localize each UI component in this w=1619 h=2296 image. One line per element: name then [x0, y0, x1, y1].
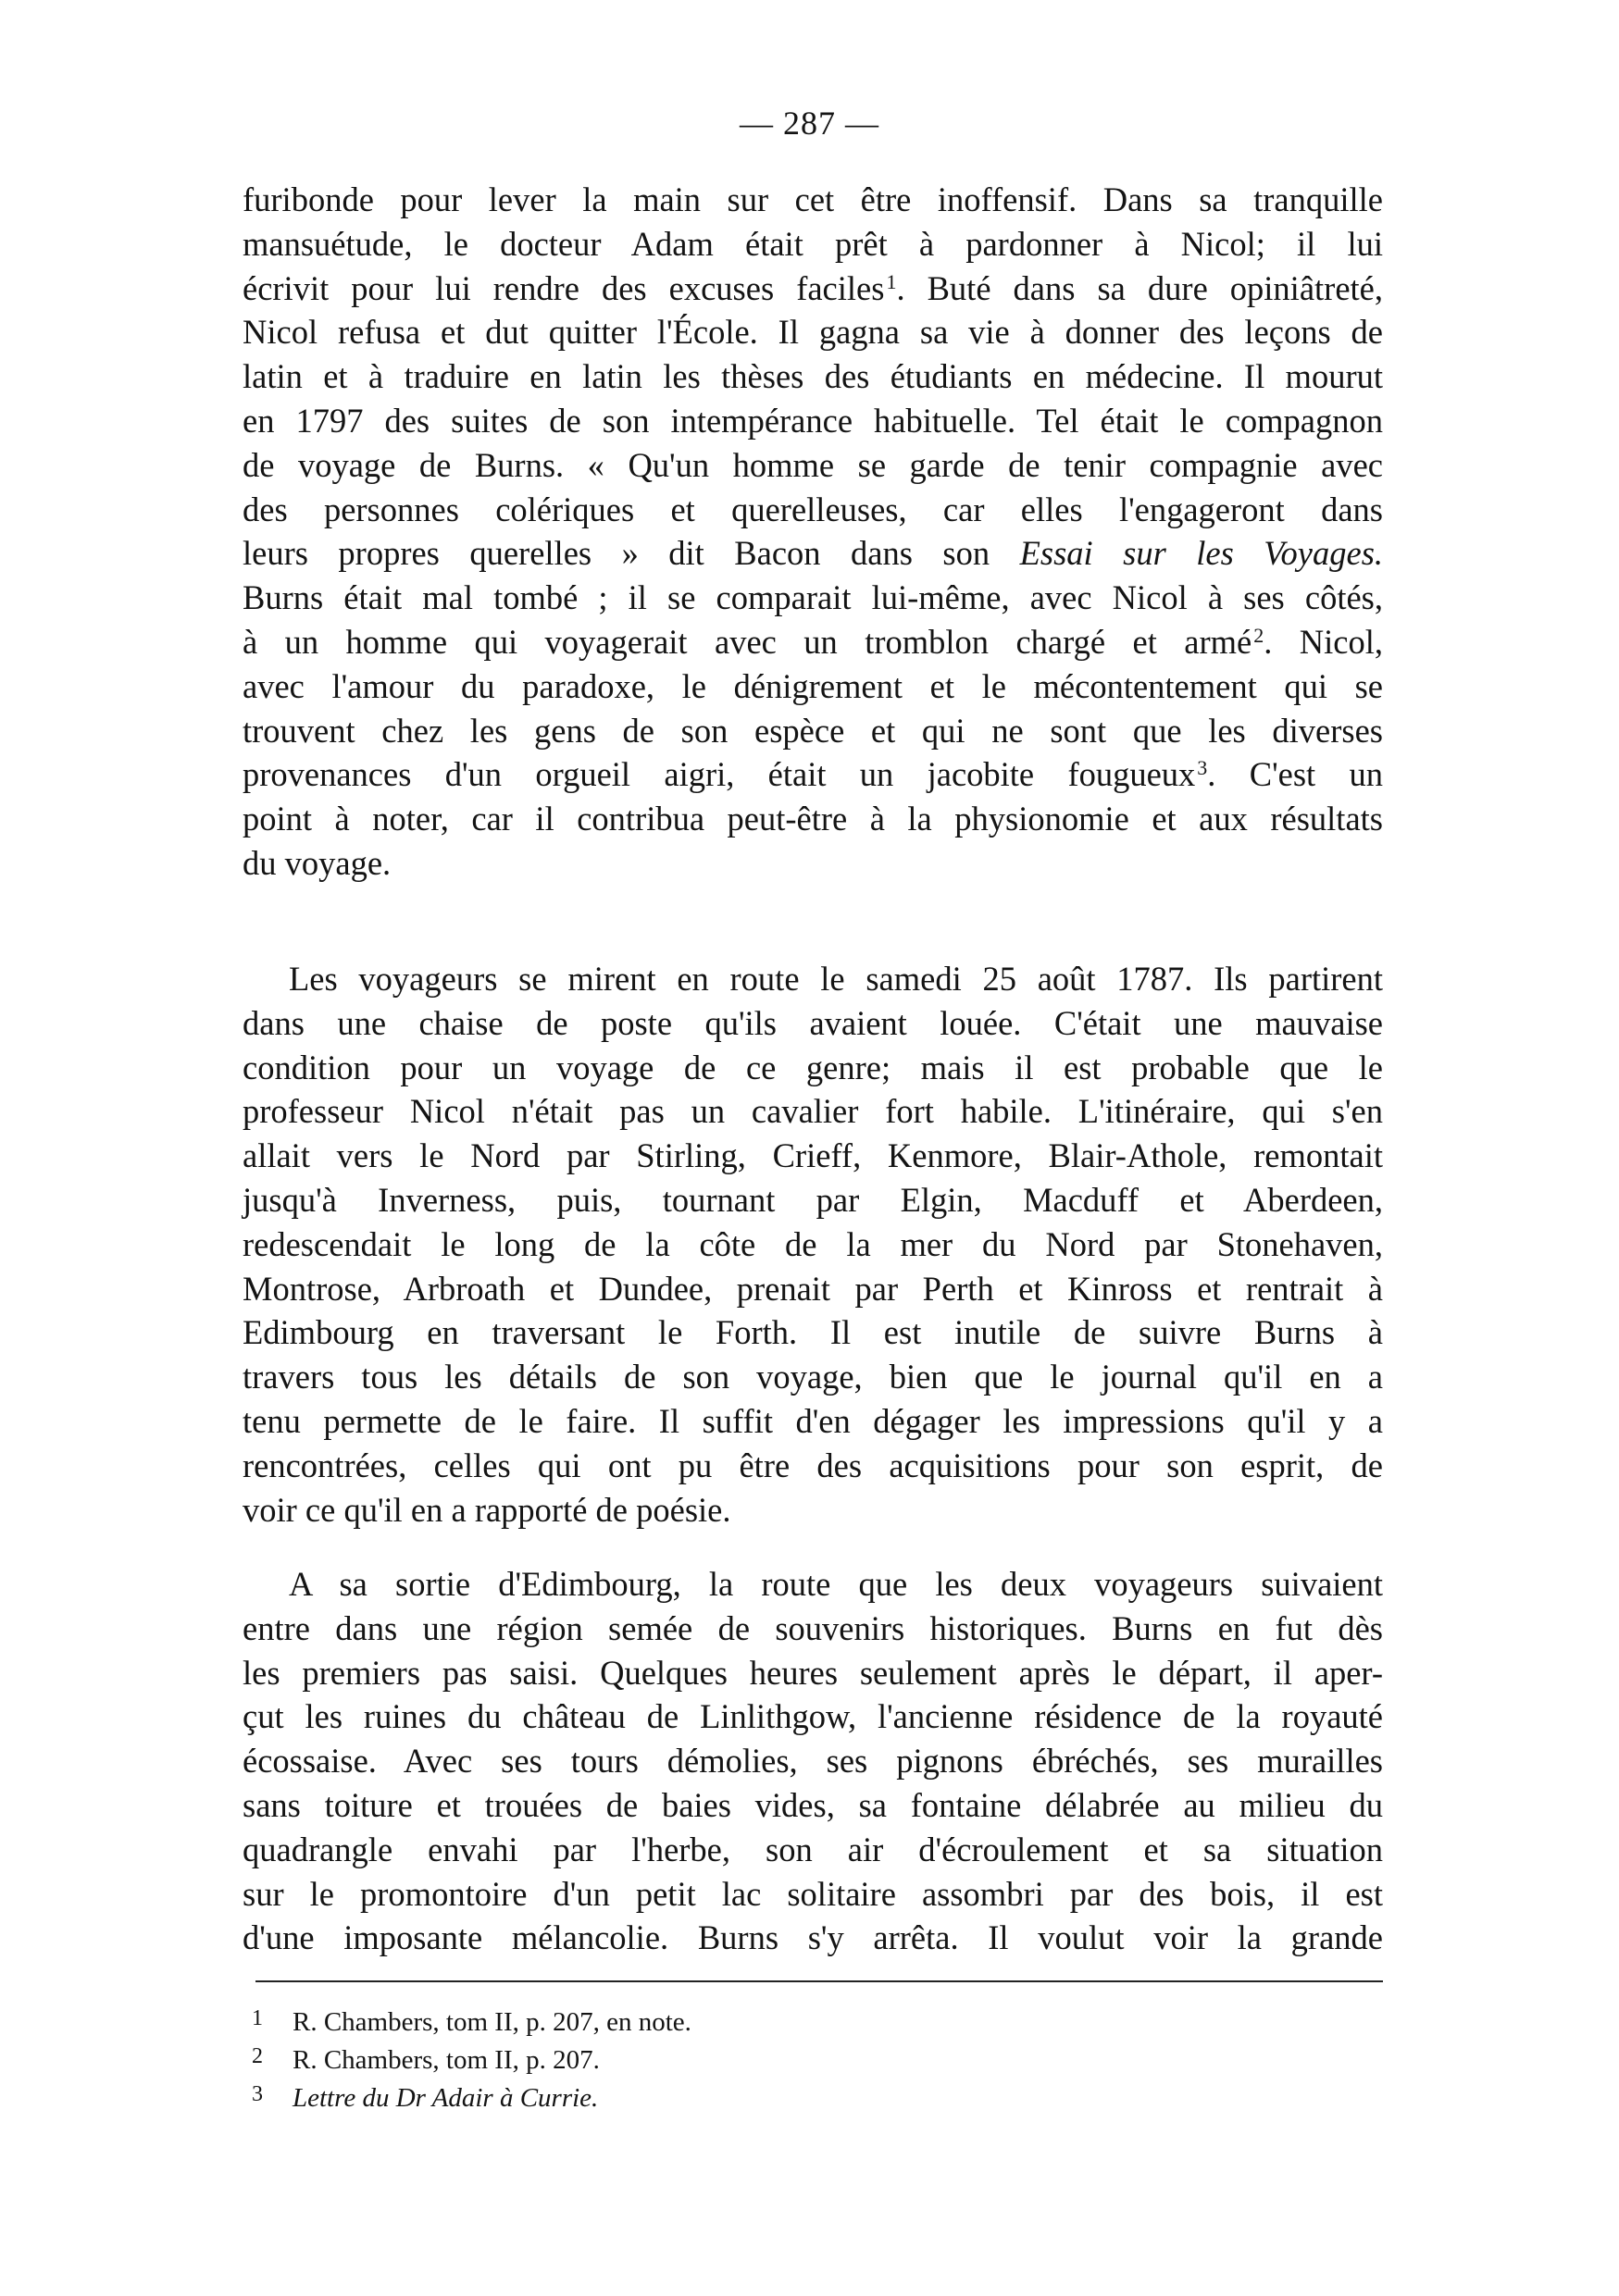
text-line: allait vers le Nord par Stirling, Crieff, Kenmore, Blair-Athole, remontait [243, 1136, 1383, 1175]
book-title: Essai sur les Voyages. [1019, 534, 1384, 573]
text-line [243, 531, 1383, 576]
text-line: d'une imposante mélancolie. Burns s'y arrêta. Il voulut voir la grande [243, 1918, 1383, 1957]
text-line: rencontrées, celles qui ont pu être des acquisitions pour son esprit, de [243, 1446, 1383, 1484]
footnote-divider [255, 1980, 1383, 1982]
text-line: avec l'amour du paradoxe, le dénigrement et le mécontentement qui se [243, 666, 1383, 705]
text-line: du voyage. [243, 843, 392, 882]
text-line: sur le promontoire d'un petit lac solitaire assombri par des bois, il est [243, 1874, 1383, 1913]
text-line: dans une chaise de poste qu'ils avaient louée. C'était une mauvaise [243, 1003, 1383, 1042]
text-line: voir ce qu'il en a rapporté de poésie. [243, 1490, 731, 1529]
footnote-text: R. Chambers, tom II, p. 207. [293, 2045, 600, 2075]
text-line: sans toiture et trouées de baies vides, sa fontaine délabrée au milieu du [243, 1785, 1383, 1824]
text-fragment: . Buté dans sa dure opiniâtreté, [896, 268, 1383, 307]
text-line: travers tous les détails de son voyage, bien que le journal qu'il en a [243, 1358, 1383, 1396]
text-line: mansuétude, le docteur Adam était prêt à pardonner à Nicol; il lui [243, 224, 1383, 263]
text-line: Nicol refusa et dut quitter l'École. Il gagna sa vie à donner des leçons de [243, 313, 1383, 352]
text-line: furibonde pour lever la main sur cet être inoffensif. Dans sa tranquille [243, 180, 1383, 218]
text-line: çut les ruines du château de Linlithgow, l'ancienne résidence de la royauté [243, 1697, 1383, 1736]
footnote [252, 2078, 1177, 2116]
text-line: Burns était mal tombé ; il se comparait lui-même, avec Nicol à ses côtés, [243, 578, 1383, 617]
text-line: Les voyageurs se mirent en route le samedi 25 août 1787. Ils partirent [289, 960, 1383, 998]
text-fragment: . C'est un [1207, 755, 1383, 794]
paragraph-2 [243, 957, 1383, 1532]
text-fragment: leurs propres querelles » dit Bacon dans son [243, 534, 990, 573]
text-line: condition pour un voyage de ce genre; mais il est probable que le [243, 1048, 1383, 1086]
text-line: les premiers pas saisi. Quelques heures seulement après le départ, il aper- [243, 1653, 1383, 1692]
text-line: entre dans une région semée de souvenirs historiques. Burns en fut dès [243, 1608, 1383, 1647]
text-line: quadrangle envahi par l'herbe, son air d'écroulement et sa situation [243, 1830, 1383, 1868]
footnote-text: Lettre du Dr Adair à Currie. [293, 2083, 599, 2113]
text-line: latin et à traduire en latin les thèses des étudiants en médecine. Il mourut [243, 357, 1383, 396]
footnote [252, 2040, 1177, 2078]
text-line [243, 752, 1383, 797]
footnote-ref: 3 [1197, 756, 1208, 780]
footnote-ref: 1 [886, 269, 897, 293]
text-fragment: à un homme qui voyagerait avec un tromblon chargé et armé [243, 622, 1252, 661]
text-line: professeur Nicol n'était pas un cavalier fort habile. L'itinéraire, qui s'en [243, 1092, 1383, 1131]
footnote [252, 2002, 1177, 2040]
text-line: A sa sortie d'Edimbourg, la route que les deux voyageurs suivaient [289, 1565, 1383, 1603]
text-line: point à noter, car il contribua peut-être à la physionomie et aux résultats [243, 800, 1383, 838]
text-fragment: provenances d'un orgueil aigri, était un jacobite fougueux [243, 755, 1196, 794]
text-line: trouvent chez les gens de son espèce et qui ne sont que les diverses [243, 711, 1383, 750]
text-fragment: . Nicol, [1264, 622, 1383, 661]
page-number: — 287 — [740, 105, 879, 142]
footnote-ref: 2 [1253, 623, 1264, 647]
text-line: des personnes colériques et querelleuses, car elles l'engageront dans [243, 490, 1383, 528]
text-line [243, 620, 1383, 664]
text-line: écossaise. Avec ses tours démolies, ses pignons ébréchés, ses murailles [243, 1742, 1383, 1781]
text-line: redescendait le long de la côte de la mer du Nord par Stonehaven, [243, 1224, 1383, 1263]
text-line: de voyage de Burns. « Qu'un homme se garde de tenir compagnie avec [243, 445, 1383, 484]
text-line [243, 267, 1383, 311]
paragraph-3 [243, 1562, 1383, 1960]
text-line: Edimbourg en traversant le Forth. Il est inutile de suivre Burns à [243, 1313, 1383, 1352]
text-fragment: écrivit pour lui rendre des excuses faciles [243, 268, 885, 307]
paragraph-1 [243, 178, 1383, 886]
text-line: Montrose, Arbroath et Dundee, prenait par Perth et Kinross et rentrait à [243, 1269, 1383, 1308]
footnote-number: 3 [252, 2082, 263, 2106]
footnote-number: 2 [252, 2044, 263, 2068]
text-line: jusqu'à Inverness, puis, tournant par Elgin, Macduff et Aberdeen, [243, 1180, 1383, 1219]
footnote-number: 1 [252, 2006, 263, 2030]
text-line: tenu permette de le faire. Il suffit d'en dégager les impressions qu'il y a [243, 1401, 1383, 1440]
footnotes [252, 2002, 1177, 2116]
footnote-text: R. Chambers, tom II, p. 207, en note. [293, 2007, 691, 2037]
text-line: en 1797 des suites de son intempérance habituelle. Tel était le compagnon [243, 401, 1383, 440]
